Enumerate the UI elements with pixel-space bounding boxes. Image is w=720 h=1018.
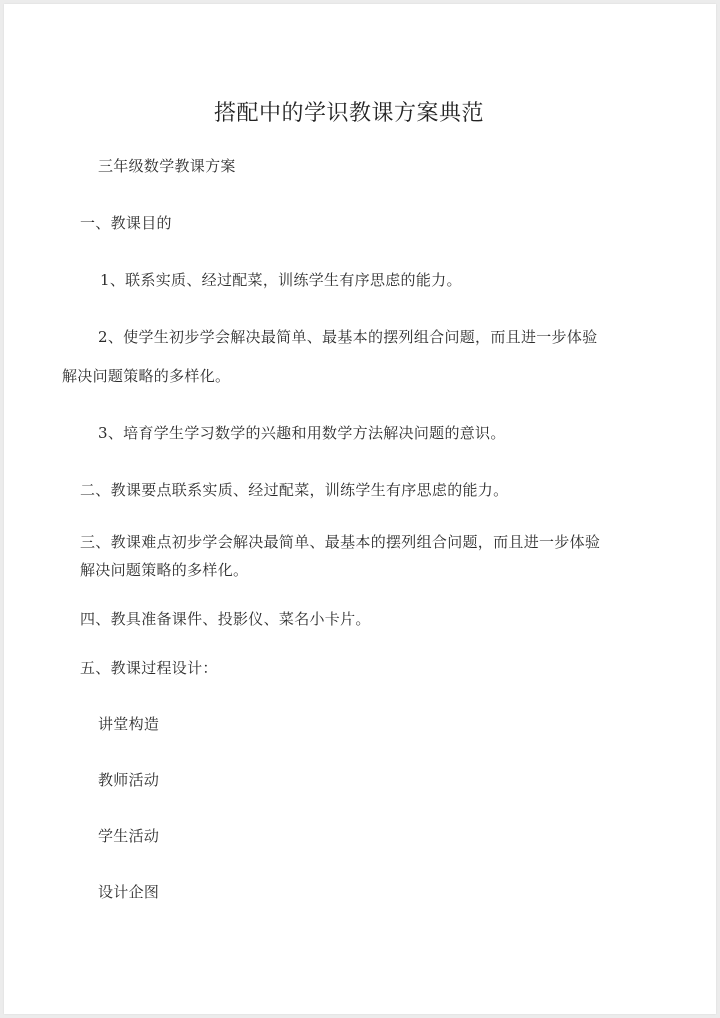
process-column-structure: 讲堂构造 (98, 715, 160, 733)
process-column-intent: 设计企图 (98, 883, 160, 901)
process-column-student: 学生活动 (98, 827, 160, 845)
section3-difficulties-line-2: 解决问题策略的多样化。 (80, 561, 249, 579)
process-column-teacher: 教师活动 (98, 771, 160, 789)
objective-item-3: 3、培育学生学习数学的兴趣和用数学方法解决问题的意识。 (98, 424, 506, 442)
section5-heading: 五、教课过程设计： (80, 659, 218, 677)
section3-difficulties-line-1: 三、教课难点初步学会解决最简单、最基本的摆列组合问题，而且进一步体验 (80, 533, 601, 551)
objective-item-2-line-1: 2、使学生初步学会解决最简单、最基本的摆列组合问题，而且进一步体验 (98, 328, 598, 346)
document-title: 搭配中的学识教课方案典范 (213, 101, 484, 126)
document-subtitle: 三年级数学教课方案 (98, 157, 236, 175)
objective-item-1: 1、联系实质、经过配菜，训练学生有序思虑的能力。 (100, 271, 462, 289)
objective-item-2-line-2: 解决问题策略的多样化。 (62, 367, 231, 385)
section1-heading: 一、教课目的 (80, 214, 172, 232)
section4-materials: 四、教具准备课件、投影仪、菜名小卡片。 (80, 610, 371, 628)
document-page (4, 4, 716, 1014)
section2-key-points: 二、教课要点联系实质、经过配菜，训练学生有序思虑的能力。 (80, 481, 509, 499)
